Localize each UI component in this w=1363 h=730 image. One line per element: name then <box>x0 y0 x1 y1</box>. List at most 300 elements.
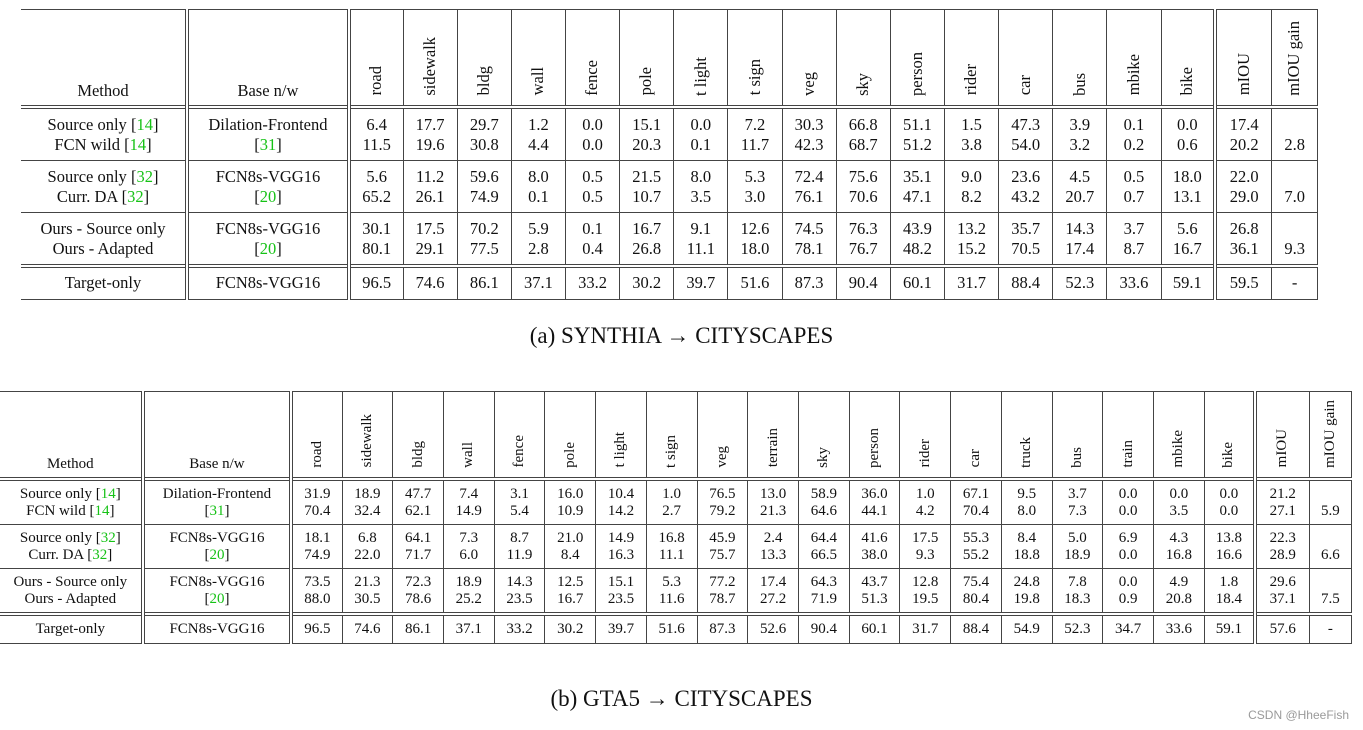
base-network-cell <box>143 524 292 547</box>
iou-value-cell: 74.9 <box>291 547 342 569</box>
column-header-class <box>291 392 342 479</box>
iou-value-cell: 78.1 <box>782 239 836 266</box>
iou-value-cell: 3.7 <box>1052 479 1103 503</box>
iou-value-cell: 23.6 <box>999 160 1053 187</box>
iou-value-cell: 37.1 <box>511 266 565 300</box>
class-label: road <box>366 66 386 96</box>
iou-value-cell: 65.2 <box>349 187 403 213</box>
iou-value-cell: 33.2 <box>494 614 545 644</box>
iou-value-cell: 2.8 <box>511 239 565 266</box>
base-network-cell <box>187 212 349 239</box>
iou-value-cell: 47.1 <box>890 187 944 213</box>
class-label: fence <box>582 59 602 96</box>
base-network-cell <box>187 160 349 187</box>
iou-value-cell: 64.1 <box>393 524 444 547</box>
iou-value-cell: 58.9 <box>798 479 849 503</box>
method-cell <box>21 212 187 239</box>
class-label: bus <box>1068 446 1085 468</box>
class-label: t light <box>690 56 710 96</box>
gain-label: mIOU gain <box>1284 20 1304 96</box>
iou-value-cell: 12.5 <box>545 568 596 591</box>
iou-value-cell: 20.8 <box>1154 591 1205 614</box>
iou-value-cell: 43.9 <box>890 212 944 239</box>
base-network-cell: [31] <box>143 503 292 525</box>
iou-value-cell: 1.8 <box>1204 568 1255 591</box>
class-label: truck <box>1018 436 1035 468</box>
iou-value-cell: 33.2 <box>565 266 619 300</box>
citation-link: 31 <box>209 502 225 519</box>
target-only-row <box>0 614 1352 644</box>
iou-value-cell: 0.0 <box>1103 568 1154 591</box>
miou-value-cell: 17.4 <box>1215 107 1272 135</box>
iou-value-cell: 37.1 <box>443 614 494 644</box>
miou-value-cell: 28.9 <box>1255 547 1309 569</box>
base-network-cell: [20] <box>143 547 292 569</box>
column-header-class <box>900 392 951 479</box>
miou-gain-cell: 2.8 <box>1272 135 1318 161</box>
miou-gain-cell <box>1272 212 1318 239</box>
column-header-class <box>697 392 748 479</box>
column-header-class <box>849 392 900 479</box>
iou-value-cell: 7.8 <box>1052 568 1103 591</box>
method-cell: Target-only <box>21 266 187 300</box>
iou-value-cell: 64.4 <box>798 524 849 547</box>
base-network-name: FCN8s-VGG16 <box>169 529 265 546</box>
iou-value-cell: 96.5 <box>349 266 403 300</box>
citation-link: 20 <box>259 238 277 258</box>
class-label: train <box>1119 440 1136 468</box>
table-row <box>0 591 1352 614</box>
iou-value-cell: 3.5 <box>1154 503 1205 525</box>
class-label: sky <box>815 446 832 468</box>
iou-value-cell: 10.4 <box>596 479 647 503</box>
iou-value-cell: 9.5 <box>1001 479 1052 503</box>
iou-value-cell: 18.9 <box>443 568 494 591</box>
base-network-cell: [20] <box>143 591 292 614</box>
iou-value-cell: 96.5 <box>291 614 342 644</box>
column-header-class <box>1053 10 1107 107</box>
iou-value-cell: 59.1 <box>1204 614 1255 644</box>
iou-value-cell: 30.1 <box>349 212 403 239</box>
miou-value-cell: 27.1 <box>1255 503 1309 525</box>
iou-value-cell: 16.7 <box>1161 239 1215 266</box>
iou-value-cell: 0.0 <box>1103 479 1154 503</box>
iou-value-cell: 16.6 <box>1204 547 1255 569</box>
iou-value-cell: 19.8 <box>1001 591 1052 614</box>
iou-value-cell: 71.9 <box>798 591 849 614</box>
iou-value-cell: 4.2 <box>900 503 951 525</box>
miou-gain-cell <box>1309 479 1351 503</box>
iou-value-cell: 3.2 <box>1053 135 1107 161</box>
iou-value-cell: 45.9 <box>697 524 748 547</box>
column-header-class <box>457 10 511 107</box>
iou-value-cell: 23.5 <box>494 591 545 614</box>
iou-value-cell: 75.7 <box>697 547 748 569</box>
iou-value-cell: 30.2 <box>545 614 596 644</box>
citation-link: 14 <box>94 502 110 519</box>
class-label: person <box>907 51 927 96</box>
iou-value-cell: 0.0 <box>674 107 728 135</box>
iou-value-cell: 72.4 <box>782 160 836 187</box>
base-network-name: FCN8s-VGG16 <box>215 218 321 238</box>
miou-label: mIOU <box>1274 429 1291 468</box>
citation-link: 14 <box>129 134 147 154</box>
iou-value-cell: 26.8 <box>620 239 674 266</box>
method-cell: Source only [14] <box>0 479 143 503</box>
base-network-cell: [20] <box>187 239 349 266</box>
column-header-class <box>494 392 545 479</box>
iou-value-cell: 12.8 <box>900 568 951 591</box>
column-header-class <box>349 10 403 107</box>
table-row <box>21 107 1318 135</box>
iou-value-cell: 80.1 <box>349 239 403 266</box>
column-header-class <box>1154 392 1205 479</box>
iou-value-cell: 3.9 <box>1053 107 1107 135</box>
iou-value-cell: 33.6 <box>1107 266 1161 300</box>
iou-value-cell: 76.7 <box>836 239 890 266</box>
iou-value-cell: 18.3 <box>1052 591 1103 614</box>
iou-value-cell: 47.7 <box>393 479 444 503</box>
class-label: bldg <box>409 440 426 468</box>
iou-value-cell: 10.9 <box>545 503 596 525</box>
iou-value-cell: 77.2 <box>697 568 748 591</box>
column-header-class <box>999 10 1053 107</box>
iou-value-cell: 0.4 <box>565 239 619 266</box>
base-network-cell: [31] <box>187 135 349 161</box>
iou-value-cell: 23.5 <box>596 591 647 614</box>
iou-value-cell: 5.4 <box>494 503 545 525</box>
iou-value-cell: 5.6 <box>349 160 403 187</box>
method-name: Source only <box>19 529 92 546</box>
base-network-name: FCN8s-VGG16 <box>215 166 321 186</box>
iou-value-cell: 52.6 <box>748 614 799 644</box>
iou-value-cell: 11.7 <box>728 135 782 161</box>
citation-link: 14 <box>100 485 116 502</box>
iou-value-cell: 13.2 <box>944 212 998 239</box>
method-name: Ours - Source only <box>13 573 128 590</box>
column-header-class <box>748 392 799 479</box>
iou-value-cell: 0.1 <box>674 135 728 161</box>
iou-value-cell: 3.8 <box>944 135 998 161</box>
iou-value-cell: 59.6 <box>457 160 511 187</box>
base-network-cell <box>187 107 349 135</box>
iou-value-cell: 67.1 <box>951 479 1002 503</box>
iou-value-cell: 1.0 <box>900 479 951 503</box>
iou-value-cell: 18.0 <box>1161 160 1215 187</box>
column-header-class <box>443 392 494 479</box>
iou-value-cell: 36.0 <box>849 479 900 503</box>
class-label: pole <box>636 67 656 96</box>
miou-gain-cell: 7.0 <box>1272 187 1318 213</box>
method-cell: FCN wild [14] <box>26 502 115 519</box>
column-header-class <box>596 392 647 479</box>
iou-value-cell: 44.1 <box>849 503 900 525</box>
iou-value-cell: 5.9 <box>511 212 565 239</box>
iou-value-cell: 78.7 <box>697 591 748 614</box>
column-header-method: Method <box>21 10 187 107</box>
class-label: road <box>308 440 325 468</box>
iou-value-cell: 52.3 <box>1052 614 1103 644</box>
iou-value-cell: 8.7 <box>494 524 545 547</box>
method-cell: Curr. DA [32] <box>56 186 150 206</box>
column-header-class <box>1107 10 1161 107</box>
class-label: bldg <box>474 66 493 96</box>
iou-value-cell: 1.2 <box>511 107 565 135</box>
iou-value-cell: 47.3 <box>999 107 1053 135</box>
iou-value-cell: 51.3 <box>849 591 900 614</box>
column-header-class <box>393 392 444 479</box>
iou-value-cell: 35.1 <box>890 160 944 187</box>
class-label: veg <box>713 445 730 468</box>
class-label: mbike <box>1170 430 1187 468</box>
method-cell: FCN wild [14] <box>54 134 152 154</box>
iou-value-cell: 18.4 <box>1204 591 1255 614</box>
iou-value-cell: 6.9 <box>1103 524 1154 547</box>
citation-link: 32 <box>100 529 116 546</box>
iou-value-cell: 9.0 <box>944 160 998 187</box>
iou-value-cell: 29.7 <box>457 107 511 135</box>
iou-value-cell: 8.2 <box>944 187 998 213</box>
table-row <box>21 212 1318 239</box>
miou-gain-cell: 5.9 <box>1309 503 1351 525</box>
iou-value-cell: 88.4 <box>951 614 1002 644</box>
iou-value-cell: 11.1 <box>674 239 728 266</box>
iou-value-cell: 16.8 <box>646 524 697 547</box>
column-header-class <box>798 392 849 479</box>
iou-value-cell: 88.4 <box>999 266 1053 300</box>
iou-value-cell: 18.9 <box>342 479 393 503</box>
table-caption-gta5: (b) GTA5 → CITYSCAPES <box>550 686 813 711</box>
class-label: car <box>1015 75 1035 96</box>
iou-value-cell: 77.5 <box>457 239 511 266</box>
iou-value-cell: 18.9 <box>1052 547 1103 569</box>
iou-value-cell: 13.0 <box>748 479 799 503</box>
iou-value-cell: 14.9 <box>596 524 647 547</box>
base-network-cell: FCN8s-VGG16 <box>187 266 349 300</box>
miou-gain-cell: - <box>1272 266 1318 300</box>
iou-value-cell: 17.5 <box>900 524 951 547</box>
class-label: person <box>866 427 883 468</box>
method-name: Source only <box>47 114 127 134</box>
table-row <box>0 568 1352 591</box>
base-network-name: FCN8s-VGG16 <box>169 573 265 590</box>
column-header-gain <box>1272 10 1318 107</box>
class-label: pole <box>561 441 578 468</box>
iou-value-cell: 87.3 <box>782 266 836 300</box>
iou-value-cell: 74.6 <box>342 614 393 644</box>
iou-value-cell: 51.2 <box>890 135 944 161</box>
column-header-class <box>728 10 782 107</box>
iou-value-cell: 27.2 <box>748 591 799 614</box>
class-label: bus <box>1069 72 1089 96</box>
method-name: Ours - Adapted <box>24 590 117 607</box>
class-label: bike <box>1177 67 1197 96</box>
iou-value-cell: 29.1 <box>403 239 457 266</box>
column-header-method: Method <box>0 392 143 479</box>
iou-value-cell: 6.0 <box>443 547 494 569</box>
iou-value-cell: 76.1 <box>782 187 836 213</box>
class-label: t sign <box>663 434 680 468</box>
iou-value-cell: 13.1 <box>1161 187 1215 213</box>
class-label: t light <box>612 432 629 468</box>
header-row <box>21 10 1318 107</box>
iou-value-cell: 21.3 <box>748 503 799 525</box>
iou-value-cell: 0.0 <box>1103 503 1154 525</box>
miou-value-cell: 59.5 <box>1215 266 1272 300</box>
iou-value-cell: 1.0 <box>646 479 697 503</box>
miou-label: mIOU <box>1233 53 1253 96</box>
iou-value-cell: 70.5 <box>999 239 1053 266</box>
iou-value-cell: 18.1 <box>291 524 342 547</box>
class-label: terrain <box>764 428 781 468</box>
base-network-cell: FCN8s-VGG16 <box>143 614 292 644</box>
iou-value-cell: 0.0 <box>1154 479 1205 503</box>
method-cell <box>21 239 187 266</box>
iou-value-cell: 11.9 <box>494 547 545 569</box>
iou-value-cell: 18.8 <box>1001 547 1052 569</box>
iou-value-cell: 16.3 <box>596 547 647 569</box>
iou-value-cell: 86.1 <box>393 614 444 644</box>
iou-value-cell: 73.5 <box>291 568 342 591</box>
iou-value-cell: 3.0 <box>728 187 782 213</box>
miou-value-cell: 22.0 <box>1215 160 1272 187</box>
base-network-cell <box>143 479 292 503</box>
class-label: rider <box>916 439 933 468</box>
iou-value-cell: 11.6 <box>646 591 697 614</box>
iou-value-cell: 0.0 <box>1204 479 1255 503</box>
iou-value-cell: 18.0 <box>728 239 782 266</box>
iou-value-cell: 14.3 <box>1053 212 1107 239</box>
iou-value-cell: 0.0 <box>1204 503 1255 525</box>
class-label: sidewalk <box>419 36 439 96</box>
iou-value-cell: 5.0 <box>1052 524 1103 547</box>
iou-value-cell: 86.1 <box>457 266 511 300</box>
iou-value-cell: 68.7 <box>836 135 890 161</box>
iou-value-cell: 0.0 <box>565 107 619 135</box>
iou-value-cell: 74.9 <box>457 187 511 213</box>
citation-link: 32 <box>127 186 144 206</box>
column-header-class <box>836 10 890 107</box>
column-header-gain <box>1309 392 1351 479</box>
iou-value-cell: 16.0 <box>545 479 596 503</box>
iou-value-cell: 3.5 <box>674 187 728 213</box>
method-name: Ours - Source only <box>40 218 166 238</box>
iou-value-cell: 39.7 <box>674 266 728 300</box>
iou-value-cell: 0.0 <box>1103 547 1154 569</box>
iou-value-cell: 8.7 <box>1107 239 1161 266</box>
iou-value-cell: 11.1 <box>646 547 697 569</box>
iou-value-cell: 0.2 <box>1107 135 1161 161</box>
results-table-gta5 <box>0 391 1352 644</box>
class-label: wall <box>460 441 477 468</box>
method-name: FCN wild <box>26 502 86 519</box>
iou-value-cell: 3.7 <box>1107 212 1161 239</box>
iou-value-cell: 14.9 <box>443 503 494 525</box>
iou-value-cell: 30.8 <box>457 135 511 161</box>
column-header-class <box>1001 392 1052 479</box>
iou-value-cell: 0.0 <box>565 135 619 161</box>
iou-value-cell: 30.3 <box>782 107 836 135</box>
citation-link: 20 <box>259 186 277 206</box>
miou-value-cell: 20.2 <box>1215 135 1272 161</box>
table-caption-synthia: (a) SYNTHIA → CITYSCAPES <box>529 323 834 348</box>
miou-value-cell: 21.2 <box>1255 479 1309 503</box>
iou-value-cell: 6.4 <box>349 107 403 135</box>
table-row <box>0 503 1352 525</box>
iou-value-cell: 70.2 <box>457 212 511 239</box>
results-table-synthia <box>21 9 1318 300</box>
miou-gain-cell <box>1309 568 1351 591</box>
iou-value-cell: 54.0 <box>999 135 1053 161</box>
column-header-class <box>1052 392 1103 479</box>
method-name: Curr. DA <box>28 546 84 563</box>
iou-value-cell: 9.1 <box>674 212 728 239</box>
watermark: CSDN @HheeFish <box>1248 708 1349 722</box>
iou-value-cell: 66.8 <box>836 107 890 135</box>
iou-value-cell: 15.2 <box>944 239 998 266</box>
iou-value-cell: 1.5 <box>944 107 998 135</box>
miou-value-cell: 29.6 <box>1255 568 1309 591</box>
class-label: t sign <box>744 59 764 96</box>
miou-gain-cell <box>1309 524 1351 547</box>
iou-value-cell: 13.8 <box>1204 524 1255 547</box>
iou-value-cell: 21.3 <box>342 568 393 591</box>
method-name: Ours - Adapted <box>52 238 154 258</box>
miou-value-cell: 26.8 <box>1215 212 1272 239</box>
class-label: sidewalk <box>358 414 375 468</box>
iou-value-cell: 64.6 <box>798 503 849 525</box>
iou-value-cell: 4.5 <box>1053 160 1107 187</box>
iou-value-cell: 17.4 <box>1053 239 1107 266</box>
iou-value-cell: 51.6 <box>646 614 697 644</box>
miou-value-cell: 22.3 <box>1255 524 1309 547</box>
iou-value-cell: 70.6 <box>836 187 890 213</box>
method-cell <box>0 568 143 591</box>
method-name: Source only <box>47 166 127 186</box>
iou-value-cell: 78.6 <box>393 591 444 614</box>
iou-value-cell: 52.3 <box>1053 266 1107 300</box>
iou-value-cell: 15.1 <box>596 568 647 591</box>
miou-gain-cell: 6.6 <box>1309 547 1351 569</box>
column-header-class <box>511 10 565 107</box>
miou-value-cell: 57.6 <box>1255 614 1309 644</box>
iou-value-cell: 5.3 <box>728 160 782 187</box>
class-label: sky <box>852 72 872 96</box>
iou-value-cell: 60.1 <box>890 266 944 300</box>
table-row <box>0 479 1352 503</box>
table-row <box>21 187 1318 213</box>
iou-value-cell: 0.7 <box>1107 187 1161 213</box>
iou-value-cell: 25.2 <box>443 591 494 614</box>
iou-value-cell: 10.7 <box>620 187 674 213</box>
iou-value-cell: 24.8 <box>1001 568 1052 591</box>
miou-value-cell: 29.0 <box>1215 187 1272 213</box>
iou-value-cell: 31.7 <box>944 266 998 300</box>
iou-value-cell: 6.8 <box>342 524 393 547</box>
iou-value-cell: 0.9 <box>1103 591 1154 614</box>
iou-value-cell: 15.1 <box>620 107 674 135</box>
column-header-class <box>342 392 393 479</box>
iou-value-cell: 51.1 <box>890 107 944 135</box>
iou-value-cell: 75.6 <box>836 160 890 187</box>
class-label: bike <box>1220 441 1237 468</box>
iou-value-cell: 8.0 <box>674 160 728 187</box>
iou-value-cell: 60.1 <box>849 614 900 644</box>
column-header-class <box>1161 10 1215 107</box>
iou-value-cell: 32.4 <box>342 503 393 525</box>
iou-value-cell: 7.3 <box>443 524 494 547</box>
iou-value-cell: 13.3 <box>748 547 799 569</box>
